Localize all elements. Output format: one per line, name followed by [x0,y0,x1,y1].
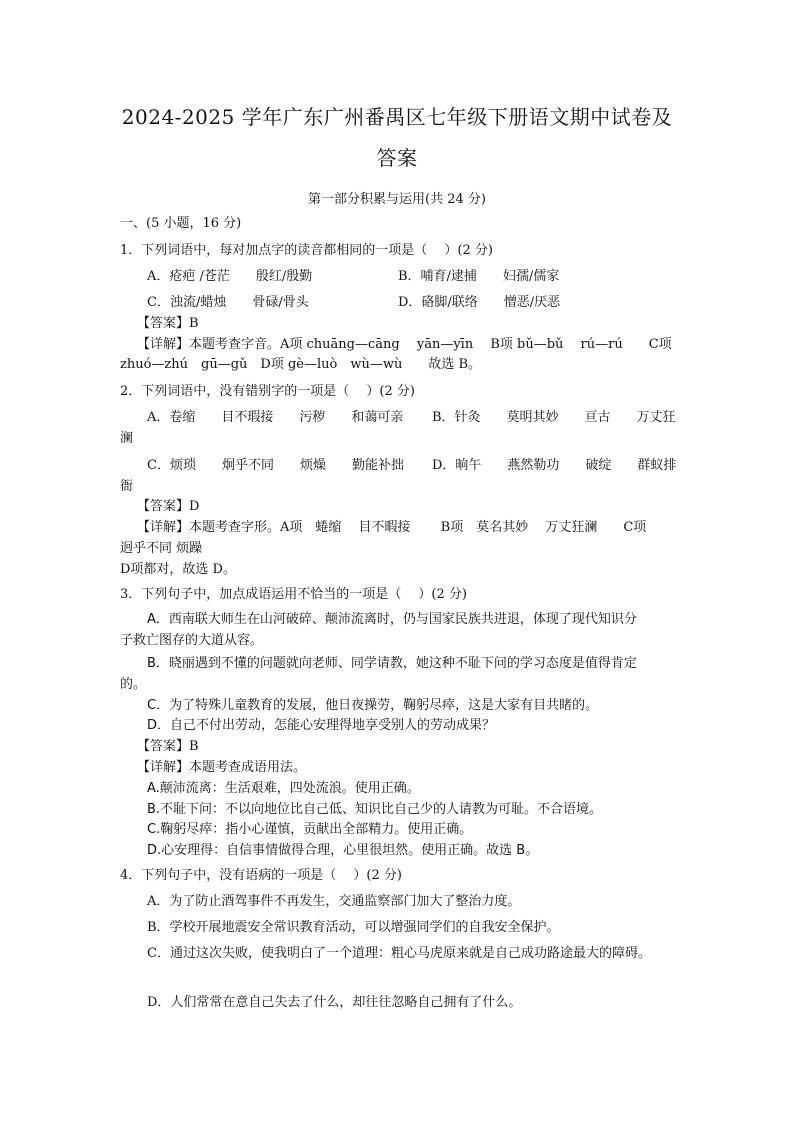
q3-option-b-line2: 的。 [120,677,147,692]
q3-option-a-line1: A．西南联大师生在山河破碎、颠沛流离时，仍与国家民族共进退，体现了现代知识分 [147,612,637,627]
q1-stem: 1．下列词语中，每对加点字的读音都相同的一项是（ ）(2 分) [120,243,493,258]
q2-answer: 【答案】D [137,499,200,514]
q1-option-b: B．哺育/逮捕 妇孺/儒家 [398,269,560,284]
q3-option-b-line1: B．晓丽遇到不懂的问题就向老师、同学请教，她这种不耻下问的学习态度是值得肯定 [147,656,637,671]
q2-option-b-cont: 澜 [120,431,134,446]
section-heading: 一、(5 小题，16 分) [120,216,242,231]
q3-answer: 【答案】B [137,739,199,754]
q1-detail-line1: 【详解】本题考查字音。A项 chuāng—cāng yān—yīn B项 bǔ—bǔ rú—rú C项 [137,337,672,352]
q2-stem: 2．下列词语中，没有错别字的一项是（ ）(2 分) [120,384,415,399]
q2-detail-line1: 【详解】本题考查字形。A项 蜷缩 目不暇接 B项 莫名其妙 万丈狂澜 C项 [137,520,647,535]
q1-answer: 【答案】B [137,316,199,331]
q1-option-d: D．硌脚/联络 憎恶/厌恶 [398,295,561,310]
q2-option-d-cont: 衙 [120,479,134,494]
q2-detail-line3: D项都对，故选 D。 [120,562,236,577]
q3-stem: 3．下列句子中，加点成语运用不恰当的一项是（ ）(2 分) [120,587,467,602]
q1-detail-line2: zhuó—zhú gū—gǔ D项 gè—luò wù—wù 故选 B。 [120,357,482,372]
q3-option-d: D．自己不付出劳动，怎能心安理得地享受别人的劳动成果？ [147,718,496,733]
q4-option-b: B．学校开展地震安全常识教育活动，可以增强同学们的自我安全保护。 [147,920,560,935]
part-heading: 第一部分积累与运用(共 24 分) [308,192,486,207]
q3-detail-a: A.颠沛流离：生活艰难，四处流浪。使用正确。 [147,781,420,796]
doc-title-line2: 答案 [376,146,418,170]
q4-stem: 4．下列句子中，没有语病的一项是（ ）(2 分) [120,868,402,883]
q4-option-a: A．为了防止酒驾事件不再发生，交通监察部门加大了整治力度。 [147,894,521,909]
q2-option-a: A．卷缩 目不瑕接 污秽 和蔼可亲 [147,410,404,425]
q2-option-c: C．烦琐 炯乎不同 烦燥 勤能补拙 [147,458,404,473]
q2-option-d: D．晌午 燕然勒功 破绽 群蚁排 [432,458,677,473]
q3-option-c: C．为了特殊儿童教育的发展，他日夜操劳，鞠躬尽瘁，这是大家有目共睹的。 [147,698,599,713]
q3-detail-intro: 【详解】本题考查成语用法。 [137,760,307,775]
q2-detail-line2: 迥乎不同 烦躁 [120,541,203,556]
q4-option-d: D．人们常常在意自己失去了什么，却往往忽略自己拥有了什么。 [147,995,522,1010]
q3-detail-c: C.鞠躬尽瘁：指小心谨慎，贡献出全部精力。使用正确。 [147,822,473,837]
q1-option-a: A．疮疤 /苍茫 殷红/殷勤 [147,269,313,284]
q3-detail-d: D.心安理得：自信事情做得合理，心里很坦然。使用正确。故选 B。 [147,843,539,858]
doc-title-line1: 2024-2025 学年广东广州番禺区七年级下册语文期中试卷及 [121,105,673,129]
q4-option-c: C．通过这次失败，使我明白了一个道理：粗心马虎原来就是自己成功路途最大的障碍。 [147,946,651,961]
q1-option-c: C．浊流/蜡烛 骨碌/骨头 [147,295,309,310]
q2-option-b: B．针灸 莫明其妙 亘古 万丈狂 [432,410,676,425]
q3-option-a-line2: 子救亡图存的大道从容。 [120,633,264,648]
q3-detail-b: B.不耻下问：不以向地位比自己低、知识比自己少的人请教为可耻。不合语境。 [147,802,603,817]
